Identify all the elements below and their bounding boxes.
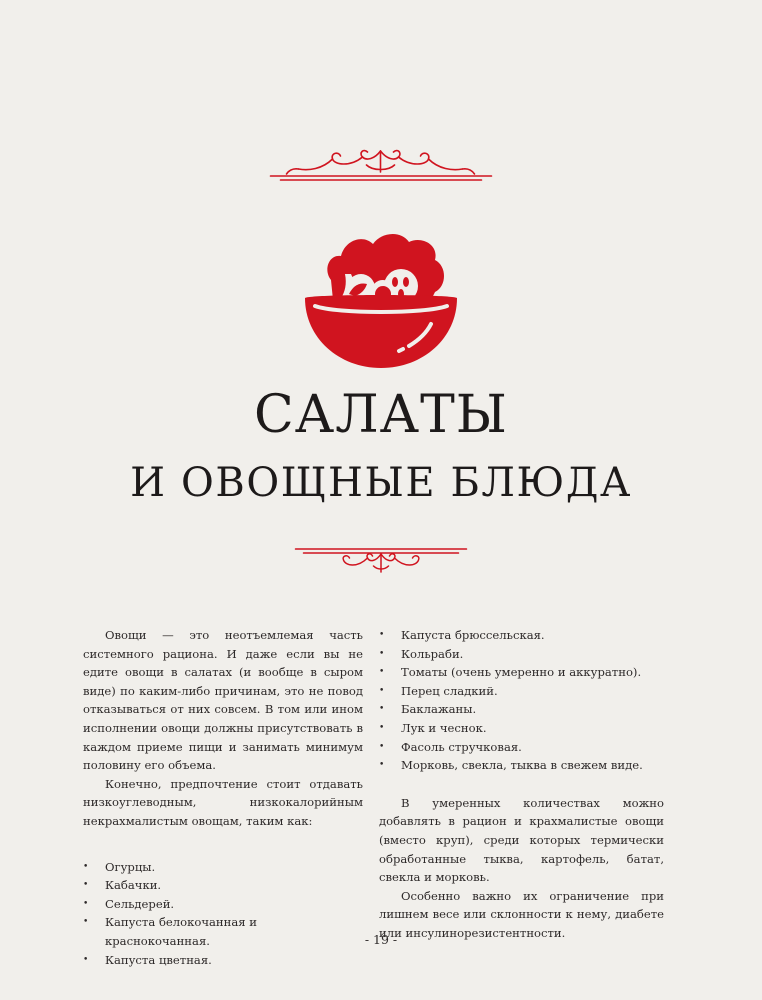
page-number: - 19 - [364, 932, 398, 947]
list-item: • Кабачки. [83, 876, 363, 895]
paragraph: Конечно, предпочтение стоит отдавать низкоуглеводным, низкокалорийным некрахмалистым овощам, таким как: [83, 776, 363, 828]
page-subtitle: И ОВОЩНЫЕ БЛЮДА [130, 460, 632, 506]
list-item: • Капуста цветная. [83, 951, 363, 970]
ornament-scroll-icon [294, 540, 469, 576]
text-column-left [83, 626, 363, 969]
paragraph: Овощи — это неотъемлемая часть системного рациона. И даже если вы не едите овощи в салатах (и вообще в сыром виде) по каким-либо причинам, это не повод отказываться от них совсем. В том или ином исполнении овощи должны присутствовать в каждом приеме пищи и занимать минимум половину его объема. [83, 628, 363, 773]
vegetable-list [83, 858, 363, 970]
list-item: • Баклажаны. [379, 700, 664, 719]
paragraph: В умеренных количествах можно добавлять в рацион и крахмалистые овощи (вместо круп), среди которых термически обработанные тыква, картофель, батат, свекла и морковь. [379, 795, 664, 885]
list-item: • Перец сладкий. [379, 682, 664, 701]
text-column-right [379, 626, 664, 943]
list-item: • Сельдерей. [83, 895, 363, 914]
list-item: • Морковь, свекла, тыква в свежем виде. [379, 756, 664, 775]
list-item: • Кольраби. [379, 645, 664, 664]
list-item: • Капуста белокочанная и краснокочанная. [83, 913, 363, 950]
ornament-scroll-icon [269, 145, 494, 187]
page-title: САЛАТЫ [253, 385, 509, 445]
list-item: • Лук и чеснок. [379, 719, 664, 738]
list-item: • Капуста брюссельская. [379, 626, 664, 645]
list-item: • Фасоль стручковая. [379, 738, 664, 757]
list-item: • Огурцы. [83, 858, 363, 877]
vegetable-list [379, 626, 664, 775]
salad-bowl-icon [301, 228, 461, 376]
paragraph: Особенно важно их ограничение при лишнем весе или склонности к нему, диабете или инсулинорезистентности. [379, 888, 664, 940]
list-item: • Томаты (очень умеренно и аккуратно). [379, 663, 664, 682]
